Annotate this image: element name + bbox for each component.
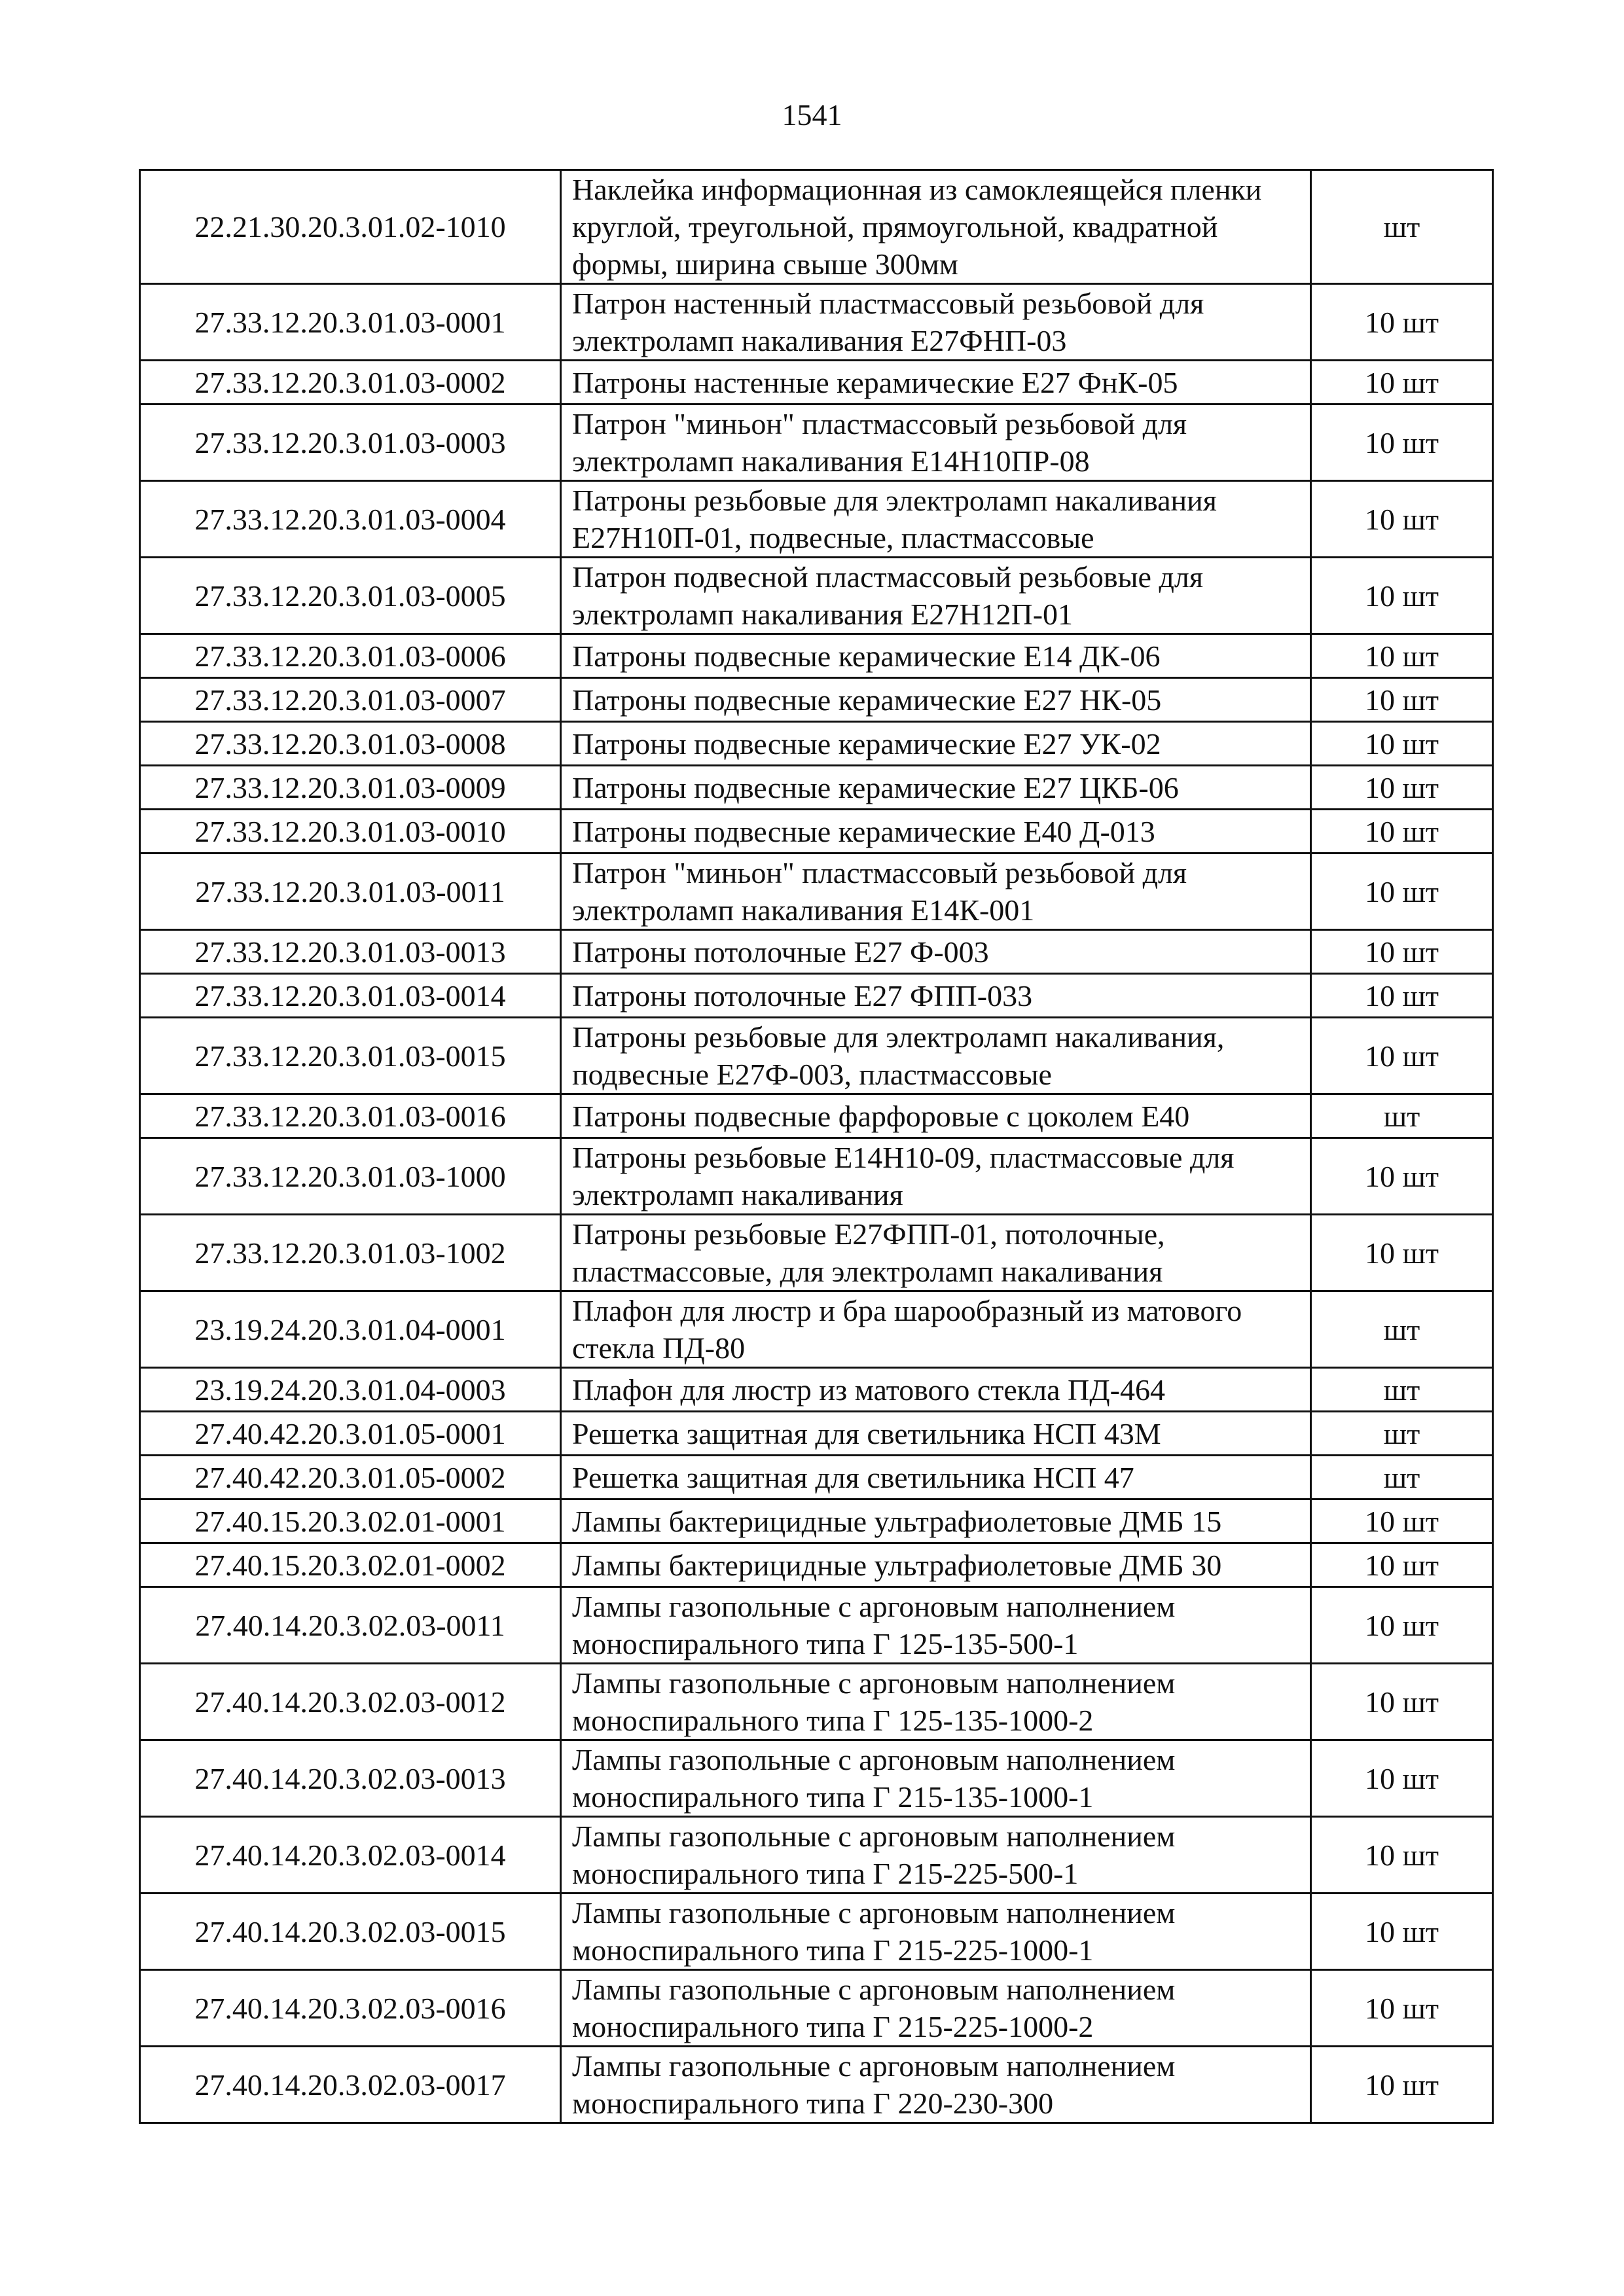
row-unit: 10 шт bbox=[1311, 634, 1493, 678]
row-code: 27.33.12.20.3.01.03-0013 bbox=[140, 930, 561, 974]
row-name: Патроны подвесные керамические Е27 УК-02 bbox=[561, 722, 1311, 766]
row-name: Плафон для люстр из матового стекла ПД-464 bbox=[561, 1368, 1311, 1412]
row-unit: 10 шт bbox=[1311, 1138, 1493, 1215]
row-unit: 10 шт bbox=[1311, 1740, 1493, 1817]
row-unit: 10 шт bbox=[1311, 284, 1493, 361]
row-code: 27.33.12.20.3.01.03-0001 bbox=[140, 284, 561, 361]
row-code: 27.33.12.20.3.01.03-0011 bbox=[140, 853, 561, 930]
row-code: 23.19.24.20.3.01.04-0001 bbox=[140, 1291, 561, 1368]
row-code: 27.33.12.20.3.01.03-1002 bbox=[140, 1215, 561, 1291]
table-row bbox=[140, 1215, 1493, 1291]
row-unit: 10 шт bbox=[1311, 810, 1493, 853]
table-row bbox=[140, 853, 1493, 930]
row-code: 27.33.12.20.3.01.03-0010 bbox=[140, 810, 561, 853]
row-name: Патроны подвесные фарфоровые с цоколем Е40 bbox=[561, 1094, 1311, 1138]
table-row bbox=[140, 722, 1493, 766]
row-name: Патрон настенный пластмассовый резьбовой для электроламп накаливания Е27ФНП-03 bbox=[561, 284, 1311, 361]
row-code: 27.33.12.20.3.01.03-0009 bbox=[140, 766, 561, 810]
row-code: 27.40.14.20.3.02.03-0011 bbox=[140, 1587, 561, 1664]
row-unit: 10 шт bbox=[1311, 678, 1493, 722]
table-row bbox=[140, 810, 1493, 853]
table-row bbox=[140, 766, 1493, 810]
row-name: Плафон для люстр и бра шарообразный из матового стекла ПД-80 bbox=[561, 1291, 1311, 1368]
row-unit: шт bbox=[1311, 1291, 1493, 1368]
row-name: Наклейка информационная из самоклеящейся пленки круглой, треугольной, прямоугольной, квадратной формы, ширина свыше 300мм bbox=[561, 170, 1311, 284]
row-name: Лампы газопольные с аргоновым наполнением моноспирального типа Г 215-225-1000-2 bbox=[561, 1970, 1311, 2047]
table-row bbox=[140, 634, 1493, 678]
row-unit: 10 шт bbox=[1311, 1970, 1493, 2047]
row-unit: 10 шт bbox=[1311, 361, 1493, 404]
row-code: 27.33.12.20.3.01.03-0008 bbox=[140, 722, 561, 766]
row-name: Патрон "миньон" пластмассовый резьбовой для электроламп накаливания Е14Н10ПР-08 bbox=[561, 404, 1311, 481]
row-code: 27.40.42.20.3.01.05-0002 bbox=[140, 1456, 561, 1499]
table-row bbox=[140, 1543, 1493, 1587]
row-name: Патрон подвесной пластмассовый резьбовые для электроламп накаливания Е27Н12П-01 bbox=[561, 558, 1311, 634]
table-row bbox=[140, 481, 1493, 558]
row-code: 27.40.14.20.3.02.03-0014 bbox=[140, 1817, 561, 1893]
table-row bbox=[140, 558, 1493, 634]
row-code: 23.19.24.20.3.01.04-0003 bbox=[140, 1368, 561, 1412]
row-name: Патроны резьбовые для электроламп накаливания, подвесные Е27Ф-003, пластмассовые bbox=[561, 1018, 1311, 1094]
table-row bbox=[140, 1094, 1493, 1138]
row-code: 27.40.42.20.3.01.05-0001 bbox=[140, 1412, 561, 1456]
row-unit: 10 шт bbox=[1311, 930, 1493, 974]
table-row bbox=[140, 1817, 1493, 1893]
row-name: Патроны резьбовые Е27ФПП-01, потолочные, пластмассовые, для электроламп накаливания bbox=[561, 1215, 1311, 1291]
row-name: Лампы газопольные с аргоновым наполнением моноспирального типа Г 125-135-500-1 bbox=[561, 1587, 1311, 1664]
row-name: Патроны потолочные Е27 ФПП-033 bbox=[561, 974, 1311, 1018]
table-row bbox=[140, 1138, 1493, 1215]
row-unit: 10 шт bbox=[1311, 1664, 1493, 1740]
row-code: 27.40.14.20.3.02.03-0015 bbox=[140, 1893, 561, 1970]
table-row bbox=[140, 1499, 1493, 1543]
row-name: Лампы газопольные с аргоновым наполнением моноспирального типа Г 125-135-1000-2 bbox=[561, 1664, 1311, 1740]
table-row bbox=[140, 170, 1493, 284]
row-code: 22.21.30.20.3.01.02-1010 bbox=[140, 170, 561, 284]
row-name: Патроны настенные керамические Е27 ФнК-05 bbox=[561, 361, 1311, 404]
items-table bbox=[139, 169, 1494, 2124]
row-unit: 10 шт bbox=[1311, 558, 1493, 634]
table-row bbox=[140, 2047, 1493, 2123]
row-code: 27.33.12.20.3.01.03-0005 bbox=[140, 558, 561, 634]
row-name: Патроны потолочные Е27 Ф-003 bbox=[561, 930, 1311, 974]
table-row bbox=[140, 1893, 1493, 1970]
table-row bbox=[140, 1018, 1493, 1094]
row-code: 27.33.12.20.3.01.03-1000 bbox=[140, 1138, 561, 1215]
row-code: 27.40.14.20.3.02.03-0016 bbox=[140, 1970, 561, 2047]
row-unit: 10 шт bbox=[1311, 1499, 1493, 1543]
row-unit: 10 шт bbox=[1311, 404, 1493, 481]
row-unit: шт bbox=[1311, 170, 1493, 284]
row-name: Решетка защитная для светильника НСП 47 bbox=[561, 1456, 1311, 1499]
row-name: Лампы газопольные с аргоновым наполнением моноспирального типа Г 215-135-1000-1 bbox=[561, 1740, 1311, 1817]
row-code: 27.33.12.20.3.01.03-0014 bbox=[140, 974, 561, 1018]
row-unit: 10 шт bbox=[1311, 853, 1493, 930]
row-code: 27.33.12.20.3.01.03-0015 bbox=[140, 1018, 561, 1094]
row-unit: шт bbox=[1311, 1094, 1493, 1138]
row-name: Патроны подвесные керамические Е27 НК-05 bbox=[561, 678, 1311, 722]
table-row bbox=[140, 974, 1493, 1018]
row-unit: 10 шт bbox=[1311, 1215, 1493, 1291]
row-code: 27.40.15.20.3.02.01-0001 bbox=[140, 1499, 561, 1543]
row-code: 27.40.14.20.3.02.03-0012 bbox=[140, 1664, 561, 1740]
row-unit: 10 шт bbox=[1311, 1817, 1493, 1893]
table-row bbox=[140, 930, 1493, 974]
items-table-body bbox=[140, 170, 1493, 2123]
row-name: Патроны подвесные керамические Е27 ЦКБ-06 bbox=[561, 766, 1311, 810]
table-row bbox=[140, 1740, 1493, 1817]
table-row bbox=[140, 1456, 1493, 1499]
row-name: Патроны подвесные керамические Е14 ДК-06 bbox=[561, 634, 1311, 678]
row-code: 27.33.12.20.3.01.03-0016 bbox=[140, 1094, 561, 1138]
table-row bbox=[140, 1587, 1493, 1664]
row-code: 27.33.12.20.3.01.03-0007 bbox=[140, 678, 561, 722]
row-unit: 10 шт bbox=[1311, 1893, 1493, 1970]
row-name: Лампы газопольные с аргоновым наполнением моноспирального типа Г 215-225-1000-1 bbox=[561, 1893, 1311, 1970]
row-unit: шт bbox=[1311, 1368, 1493, 1412]
row-code: 27.40.14.20.3.02.03-0013 bbox=[140, 1740, 561, 1817]
row-unit: 10 шт bbox=[1311, 766, 1493, 810]
row-unit: шт bbox=[1311, 1412, 1493, 1456]
row-name: Патроны резьбовые Е14Н10-09, пластмассовые для электроламп накаливания bbox=[561, 1138, 1311, 1215]
row-unit: 10 шт bbox=[1311, 722, 1493, 766]
row-name: Патроны подвесные керамические Е40 Д-013 bbox=[561, 810, 1311, 853]
row-code: 27.33.12.20.3.01.03-0002 bbox=[140, 361, 561, 404]
table-row bbox=[140, 1970, 1493, 2047]
row-name: Решетка защитная для светильника НСП 43М bbox=[561, 1412, 1311, 1456]
table-row bbox=[140, 361, 1493, 404]
table-row bbox=[140, 678, 1493, 722]
row-code: 27.33.12.20.3.01.03-0003 bbox=[140, 404, 561, 481]
row-unit: шт bbox=[1311, 1456, 1493, 1499]
table-row bbox=[140, 1412, 1493, 1456]
row-unit: 10 шт bbox=[1311, 974, 1493, 1018]
row-name: Патрон "миньон" пластмассовый резьбовой для электроламп накаливания Е14К-001 bbox=[561, 853, 1311, 930]
row-unit: 10 шт bbox=[1311, 1543, 1493, 1587]
row-unit: 10 шт bbox=[1311, 481, 1493, 558]
row-name: Лампы газопольные с аргоновым наполнением моноспирального типа Г 220-230-300 bbox=[561, 2047, 1311, 2123]
table-row bbox=[140, 284, 1493, 361]
row-name: Лампы газопольные с аргоновым наполнением моноспирального типа Г 215-225-500-1 bbox=[561, 1817, 1311, 1893]
row-name: Патроны резьбовые для электроламп накаливания Е27Н10П-01, подвесные, пластмассовые bbox=[561, 481, 1311, 558]
row-unit: 10 шт bbox=[1311, 1018, 1493, 1094]
row-unit: 10 шт bbox=[1311, 1587, 1493, 1664]
table-row bbox=[140, 1291, 1493, 1368]
row-code: 27.40.14.20.3.02.03-0017 bbox=[140, 2047, 561, 2123]
row-code: 27.40.15.20.3.02.01-0002 bbox=[140, 1543, 561, 1587]
row-name: Лампы бактерицидные ультрафиолетовые ДМБ 15 bbox=[561, 1499, 1311, 1543]
row-code: 27.33.12.20.3.01.03-0006 bbox=[140, 634, 561, 678]
row-unit: 10 шт bbox=[1311, 2047, 1493, 2123]
row-code: 27.33.12.20.3.01.03-0004 bbox=[140, 481, 561, 558]
table-row bbox=[140, 1368, 1493, 1412]
row-name: Лампы бактерицидные ультрафиолетовые ДМБ 30 bbox=[561, 1543, 1311, 1587]
table-row bbox=[140, 1664, 1493, 1740]
table-row bbox=[140, 404, 1493, 481]
page-number: 1541 bbox=[782, 98, 842, 132]
